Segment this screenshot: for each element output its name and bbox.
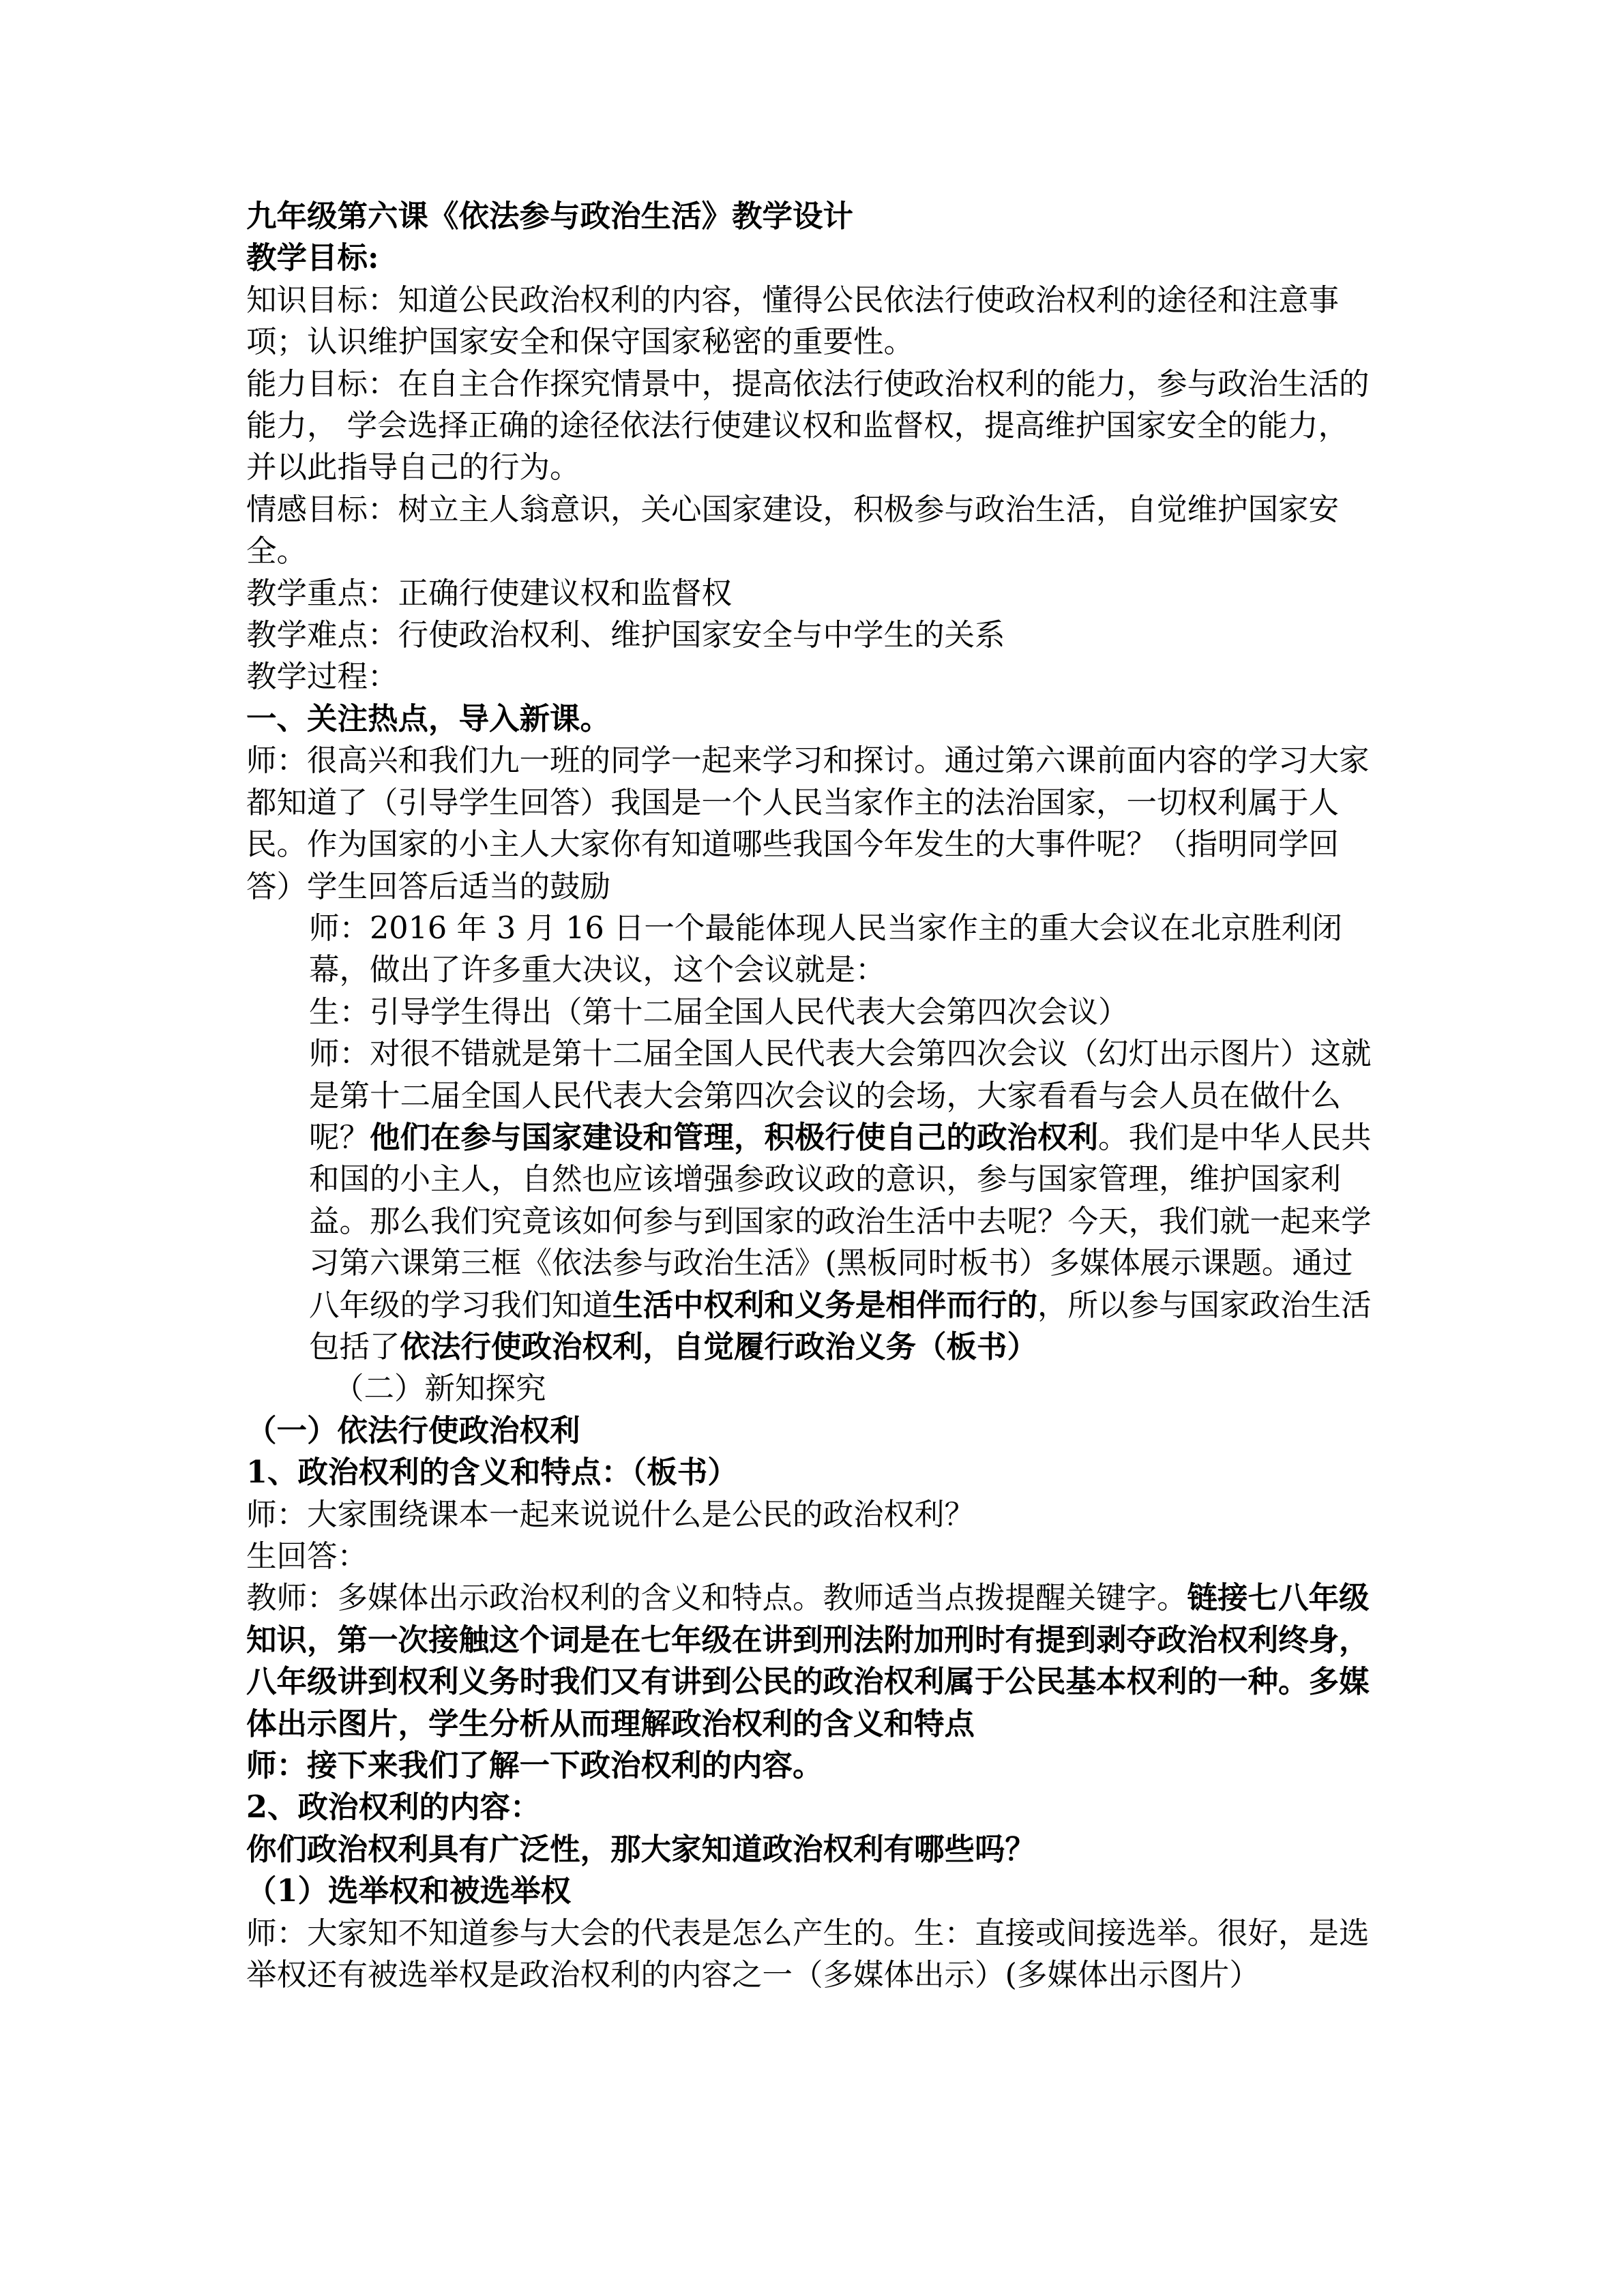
text-run: ，所以参与国家政治生活包括了 [309,1287,1372,1365]
paragraph: 师：大家知不知道参与大会的代表是怎么产生的。生：直接或间接选举。很好，是选举权还有被选举权是政治权利的内容之一（多媒体出示）(多媒体出示图片） [246,1915,1370,1993]
ability-goal: 能力目标：在自主合作探究情景中，提高依法行使政治权利的能力，参与政治生活的能力， 学会选择正确的途径依法行使建议权和监督权，提高维护国家安全的能力，并以此指导自己的行为。 [246,366,1370,486]
subsection1-heading: （一）依法行使政治权利 [246,1412,580,1448]
paragraph: 生回答： [246,1539,368,1574]
key-point: 教学重点：正确行使建议权和监督权 [246,576,733,611]
document-title: 九年级第六课《依法参与政治生活》教学设计 [246,198,854,234]
paragraph: 师：大家围绕课本一起来说说什么是公民的政治权利？ [246,1497,975,1532]
paragraph: 你们政治权利具有广泛性，那大家知道政治权利有哪些吗？ [246,1831,1036,1867]
paragraph: 师：很高兴和我们九一班的同学一起来学习和探讨。通过第六课前面内容的学习大家都知道了（引导学生回答）我国是一个人民当家作主的法治国家，一切权利属于人民。作为国家的小主人大家你有知道哪些我国今年发生的大事件呢？（指明同学回答）学生回答后适当的鼓励 [246,743,1370,904]
bold-run: 依法行使政治权利，自觉履行政治义务（板书） [400,1328,1038,1365]
text-run: 教师：多媒体出示政治权利的含义和特点。教师适当点拨提醒关键字。 [246,1581,1187,1616]
goals-heading: 教学目标: [246,240,379,276]
paragraph [246,1033,1378,1368]
paragraph: 师：2016 年 3 月 16 日一个最能体现人民当家作主的重大会议在北京胜利闭幕，做出了许多重大决议，这个会议就是： [309,910,1342,988]
sub1-heading: （1）选举权和被选举权 [246,1873,571,1909]
process-heading: 教学过程： [246,659,398,695]
paragraph: 师：接下来我们了解一下政治权利的内容。 [246,1748,823,1784]
paragraph [246,1577,1378,1745]
text-run: 。我们是中华人民共和国的小主人，自然也应该增强参政议政的意识，参与国家管理，维护国家利益。那么我们究竟该如何参与到国家的政治生活中去呢？今天，我们就一起来学习第六课第三框《依法参与政治生活》(黑板同时板书）多媒体展示课题。通过八年级的学习我们知道 [309,1120,1372,1323]
point2-heading: 2、政治权利的内容： [246,1789,541,1825]
emotion-goal: 情感目标：树立主人翁意识，关心国家建设，积极参与政治生活，自觉维护国家安全。 [246,492,1340,569]
paragraph: 生：引导学生得出（第十二届全国人民代表大会第四次会议） [309,994,1129,1030]
knowledge-goal: 知识目标：知道公民政治权利的内容，懂得公民依法行使政治权利的途径和注意事项；认识维护国家安全和保守国家秘密的重要性。 [246,282,1340,360]
text-run: 师：对很不错就是第十二届全国人民代表大会第四次会议（幻灯出示图片）这就是第十二届全国人民代表大会第四次会议的会场，大家看看与会人员在做什么呢？ [309,1037,1372,1155]
bold-run: 生活中权利和义务是相伴而行的 [612,1287,1038,1323]
document-body [246,196,1378,1996]
section1-heading: 一、关注热点，导入新课。 [246,700,611,736]
difficult-point: 教学难点：行使政治权利、维护国家安全与中学生的关系 [246,618,1005,653]
bold-run: 链接七八年级知识，第一次接触这个词是在七年级在讲到刑法附加刑时有提到剥夺政治权利终身，八年级讲到权利义务时我们又有讲到公民的政治权利属于公民基本权利的一种。多媒体出示图片，学生分析从而理解政治权利的含义和特点 [246,1580,1370,1742]
bold-run: 他们在参与国家建设和管理，积极行使自己的政治权利 [370,1119,1099,1155]
section2-heading: （二）新知探究 [334,1371,546,1407]
point1-heading: 1、政治权利的含义和特点：（板书） [246,1455,738,1491]
